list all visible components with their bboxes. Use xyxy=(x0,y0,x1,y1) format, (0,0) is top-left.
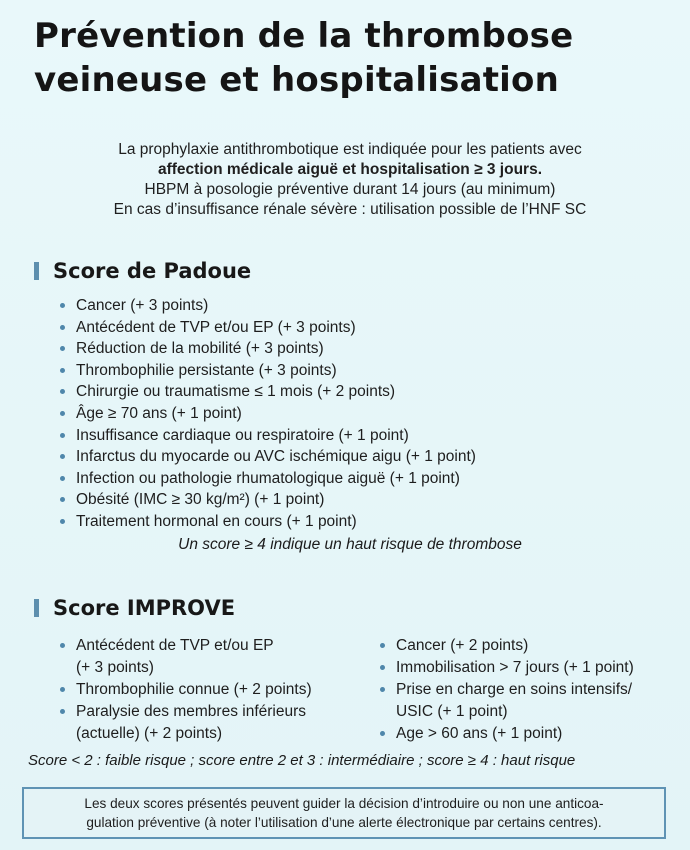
bullet-icon xyxy=(60,519,65,524)
list-item xyxy=(58,360,476,382)
list-item-text: Infection ou pathologie rhumatologique aiguë (+ 1 point) xyxy=(76,469,460,487)
list-item-text: Traitement hormonal en cours (+ 1 point) xyxy=(76,512,357,530)
list-item xyxy=(58,338,476,360)
bullet-icon xyxy=(380,643,385,648)
bullet-icon xyxy=(60,303,65,308)
section-bar-icon xyxy=(34,262,39,280)
list-item xyxy=(58,701,312,723)
bullet-icon xyxy=(60,643,65,648)
bullet-icon xyxy=(60,325,65,330)
list-item-text: Age > 60 ans (+ 1 point) xyxy=(396,725,563,742)
list-item xyxy=(58,295,476,317)
bullet-icon xyxy=(60,454,65,459)
list-item-text: Réduction de la mobilité (+ 3 points) xyxy=(76,340,324,358)
list-item-text: Chirurgie ou traumatisme ≤ 1 mois (+ 2 points) xyxy=(76,383,396,401)
improve-left-list xyxy=(58,635,312,745)
list-item-text: Antécédent de TVP et/ou EP xyxy=(76,637,274,654)
padoue-note: Un score ≥ 4 indique un haut risque de thrombose xyxy=(178,536,522,553)
bullet-icon xyxy=(60,389,65,394)
list-item-text: Thrombophilie persistante (+ 3 points) xyxy=(76,361,337,379)
improve-note: Score < 2 : faible risque ; score entre 2 et 3 : intermédiaire ; score ≥ 4 : haut risque xyxy=(28,752,576,769)
bullet-icon xyxy=(380,665,385,670)
bullet-icon xyxy=(60,346,65,351)
page-title xyxy=(34,14,674,102)
bullet-icon xyxy=(60,497,65,502)
intro-line-3: HBPM à posologie préventive durant 14 jours (au minimum) xyxy=(144,181,556,198)
info-box-line-2: gulation préventive (à noter l’utilisation d’une alerte électronique par certains centres). xyxy=(86,815,602,830)
list-item-text: Immobilisation > 7 jours (+ 1 point) xyxy=(396,659,634,676)
bullet-icon xyxy=(60,433,65,438)
list-item xyxy=(58,511,476,533)
list-item xyxy=(378,723,634,745)
info-box xyxy=(22,787,666,839)
title-line-1: Prévention de la thrombose xyxy=(34,16,574,56)
bullet-icon xyxy=(60,476,65,481)
intro-paragraph xyxy=(40,140,660,220)
bullet-icon xyxy=(380,687,385,692)
info-box-line-1: Les deux scores présentés peuvent guider la décision d’introduire ou non une anticoa- xyxy=(84,796,604,811)
list-item xyxy=(58,635,312,657)
list-item xyxy=(58,679,312,701)
list-item xyxy=(378,635,634,657)
list-item-text: Cancer (+ 2 points) xyxy=(396,637,529,654)
list-item xyxy=(58,317,476,339)
list-item-continuation xyxy=(58,657,312,679)
list-item-text: (actuelle) (+ 2 points) xyxy=(76,725,223,742)
list-item-text: Insuffisance cardiaque ou respiratoire (+ 1 point) xyxy=(76,426,409,444)
padoue-list xyxy=(58,295,476,533)
list-item-text: Cancer (+ 3 points) xyxy=(76,297,209,314)
list-item-text: Obésité (IMC ≥ 30 kg/m²) (+ 1 point) xyxy=(76,491,325,509)
list-item-continuation xyxy=(58,723,312,745)
padoue-section-title xyxy=(34,258,251,284)
list-item xyxy=(58,425,476,447)
section-bar-icon xyxy=(34,599,39,617)
list-item xyxy=(58,468,476,490)
list-item-text: Âge ≥ 70 ans (+ 1 point) xyxy=(76,404,242,422)
list-item xyxy=(58,403,476,425)
list-item-text: Paralysie des membres inférieurs xyxy=(76,703,307,720)
bullet-icon xyxy=(380,731,385,736)
bullet-icon xyxy=(60,411,65,416)
list-item-text: Prise en charge en soins intensifs/ xyxy=(396,681,633,698)
list-item-text: USIC (+ 1 point) xyxy=(396,703,508,720)
title-line-2: veineuse et hospitalisation xyxy=(34,60,559,100)
bullet-icon xyxy=(60,687,65,692)
list-item-text: Infarctus du myocarde ou AVC ischémique aigu (+ 1 point) xyxy=(76,448,476,466)
intro-line-2: affection médicale aiguë et hospitalisation ≥ 3 jours. xyxy=(157,161,543,178)
improve-title-text: Score IMPROVE xyxy=(53,596,236,620)
bullet-icon xyxy=(60,368,65,373)
list-item xyxy=(58,446,476,468)
list-item xyxy=(58,381,476,403)
list-item-text: (+ 3 points) xyxy=(76,659,154,676)
list-item-text: Antécédent de TVP et/ou EP (+ 3 points) xyxy=(76,318,356,336)
intro-line-1: La prophylaxie antithrombotique est indiquée pour les patients avec xyxy=(118,141,582,158)
intro-line-4: En cas d’insuffisance rénale sévère : utilisation possible de l’HNF SC xyxy=(113,201,587,218)
improve-right-list xyxy=(378,635,634,745)
improve-section-title xyxy=(34,595,235,621)
padoue-title-text: Score de Padoue xyxy=(53,259,252,283)
list-item-text: Thrombophilie connue (+ 2 points) xyxy=(76,681,312,698)
bullet-icon xyxy=(60,709,65,714)
list-item xyxy=(378,679,634,701)
list-item xyxy=(58,489,476,511)
list-item xyxy=(378,657,634,679)
list-item-continuation xyxy=(378,701,634,723)
